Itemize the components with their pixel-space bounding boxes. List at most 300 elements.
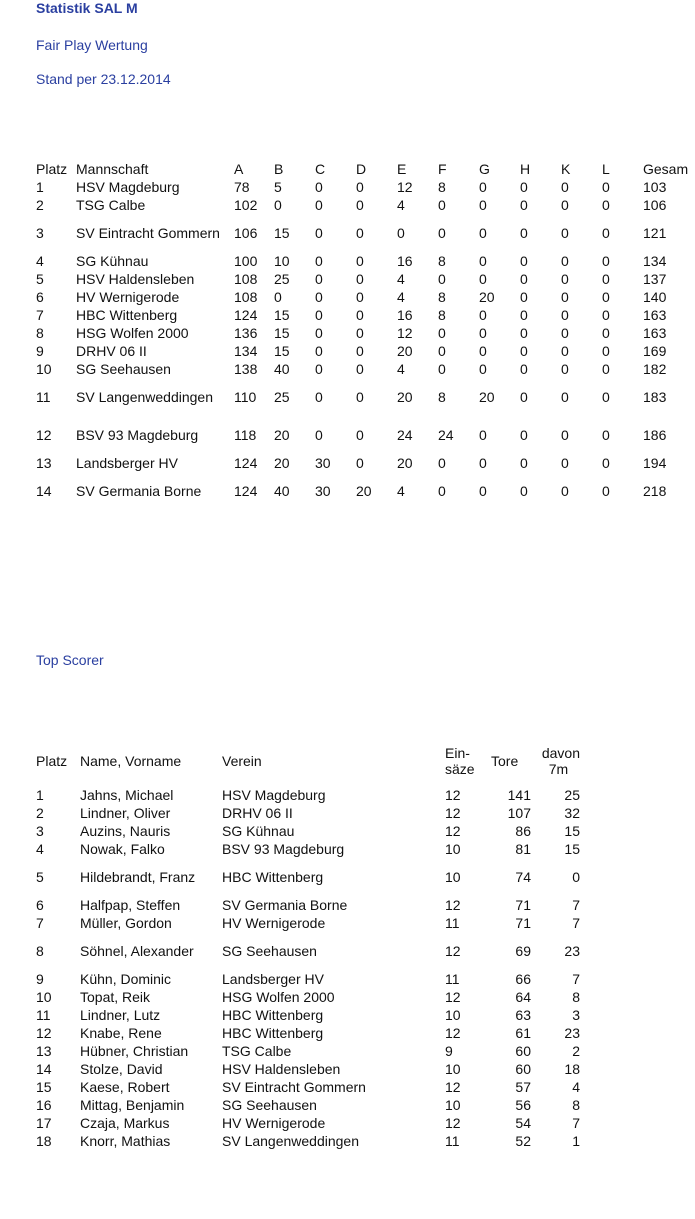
value-cell: 0 [438, 196, 446, 213]
rank-cell: 11 [36, 388, 51, 405]
games-cell: 10 [445, 1060, 461, 1077]
fair-play-body [36, 178, 695, 510]
scorer-row [36, 804, 580, 822]
goals-cell: 74 [515, 868, 531, 885]
fair-play-col-header: Mannschaft [76, 160, 149, 177]
value-cell: 0 [561, 324, 569, 341]
penalty-goals-cell: 8 [572, 988, 580, 1005]
value-cell: 0 [274, 196, 282, 213]
value-cell: 138 [234, 360, 258, 377]
team-name: HV Wernigerode [76, 288, 180, 305]
scorer-row [36, 840, 580, 858]
value-cell: 20 [274, 426, 290, 443]
value-cell: 0 [356, 196, 364, 213]
value-cell: 0 [561, 426, 569, 443]
fair-play-row [36, 252, 695, 270]
value-cell: 4 [397, 482, 405, 499]
value-cell: 8 [438, 252, 446, 269]
col-header-einsaetze [445, 736, 491, 786]
fair-play-row [36, 196, 695, 214]
value-cell: 163 [643, 306, 667, 323]
player-name: Stolze, David [80, 1060, 163, 1077]
scorer-row [36, 1042, 580, 1060]
player-name: Knorr, Mathias [80, 1132, 171, 1149]
fair-play-row [36, 454, 695, 472]
value-cell: 0 [315, 388, 323, 405]
value-cell: 0 [520, 178, 528, 195]
player-name: Czaja, Markus [80, 1114, 170, 1131]
fair-play-col-header: H [520, 160, 531, 177]
fair-play-col-header: G [479, 160, 490, 177]
value-cell: 0 [438, 224, 446, 241]
rank-cell: 1 [36, 786, 44, 803]
fair-play-col-header: A [234, 160, 244, 177]
team-name: BSV 93 Magdeburg [76, 426, 199, 443]
games-cell: 12 [445, 942, 461, 959]
value-cell: 0 [356, 178, 364, 195]
scorer-row [36, 822, 580, 840]
fair-play-row [36, 416, 695, 454]
player-name: Kühn, Dominic [80, 970, 172, 987]
goals-cell: 66 [515, 970, 531, 987]
value-cell: 124 [234, 306, 258, 323]
col-header-platz: Platz [36, 752, 68, 769]
value-cell: 30 [315, 482, 331, 499]
value-cell: 0 [479, 224, 487, 241]
value-cell: 4 [397, 360, 405, 377]
goals-cell: 81 [515, 840, 531, 857]
value-cell: 16 [397, 306, 413, 323]
player-name: Nowak, Falko [80, 840, 165, 857]
scorer-row [36, 1078, 580, 1096]
player-name: Mittag, Benjamin [80, 1096, 185, 1113]
value-cell: 0 [602, 342, 610, 359]
value-cell: 140 [643, 288, 667, 305]
value-cell: 0 [602, 288, 610, 305]
scorer-row [36, 932, 580, 970]
scorer-row [36, 1024, 580, 1042]
value-cell: 0 [520, 482, 528, 499]
value-cell: 12 [397, 178, 413, 195]
games-cell: 10 [445, 1096, 461, 1113]
goals-cell: 69 [515, 942, 531, 959]
value-cell: 0 [479, 426, 487, 443]
player-name: Lindner, Oliver [80, 804, 171, 821]
scorer-row [36, 786, 580, 804]
value-cell: 0 [520, 360, 528, 377]
value-cell: 0 [602, 360, 610, 377]
club-name: DRHV 06 II [222, 804, 293, 821]
value-cell: 8 [438, 288, 446, 305]
fair-play-row [36, 214, 695, 252]
value-cell: 0 [520, 252, 528, 269]
club-name: HSV Magdeburg [222, 786, 326, 803]
value-cell: 0 [520, 426, 528, 443]
rank-cell: 9 [36, 342, 44, 359]
value-cell: 0 [602, 426, 610, 443]
penalty-goals-cell: 7 [572, 914, 580, 931]
value-cell: 0 [479, 342, 487, 359]
player-name: Jahns, Michael [80, 786, 174, 803]
rank-cell: 7 [36, 306, 44, 323]
value-cell: 4 [397, 270, 405, 287]
value-cell: 0 [438, 360, 446, 377]
value-cell: 20 [356, 482, 372, 499]
value-cell: 15 [274, 342, 290, 359]
value-cell: 0 [356, 342, 364, 359]
value-cell: 134 [643, 252, 667, 269]
value-cell: 15 [274, 224, 290, 241]
scorer-row [36, 988, 580, 1006]
fair-play-col-header: C [315, 160, 326, 177]
value-cell: 0 [438, 482, 446, 499]
rank-cell: 13 [36, 1042, 52, 1059]
value-cell: 40 [274, 482, 290, 499]
value-cell: 8 [438, 306, 446, 323]
goals-cell: 60 [515, 1042, 531, 1059]
club-name: HV Wernigerode [222, 1114, 326, 1131]
value-cell: 0 [315, 196, 323, 213]
player-name: Lindner, Lutz [80, 1006, 161, 1023]
goals-cell: 56 [515, 1096, 531, 1113]
document-title: Statistik SAL M [36, 0, 138, 16]
value-cell: 0 [561, 270, 569, 287]
penalty-goals-cell: 0 [572, 868, 580, 885]
value-cell: 0 [561, 388, 569, 405]
fair-play-col-header: K [561, 160, 571, 177]
games-cell: 12 [445, 1114, 461, 1131]
value-cell: 0 [602, 306, 610, 323]
fair-play-row [36, 342, 695, 360]
value-cell: 106 [234, 224, 258, 241]
goals-cell: 86 [515, 822, 531, 839]
goals-cell: 141 [507, 786, 531, 803]
fair-play-col-header: E [397, 160, 407, 177]
rank-cell: 7 [36, 914, 44, 931]
scorer-body [36, 786, 580, 1150]
games-cell: 11 [445, 1132, 460, 1149]
penalty-goals-cell: 15 [564, 840, 580, 857]
value-cell: 0 [561, 178, 569, 195]
value-cell: 0 [602, 270, 610, 287]
games-cell: 12 [445, 786, 461, 803]
value-cell: 118 [234, 426, 257, 443]
value-cell: 78 [234, 178, 250, 195]
value-cell: 0 [479, 178, 487, 195]
value-cell: 0 [479, 252, 487, 269]
goals-cell: 52 [515, 1132, 531, 1149]
team-name: SV Germania Borne [76, 482, 202, 499]
value-cell: 103 [643, 178, 667, 195]
value-cell: 0 [561, 196, 569, 213]
value-cell: 0 [479, 360, 487, 377]
rank-cell: 17 [36, 1114, 52, 1131]
club-name: HV Wernigerode [222, 914, 326, 931]
team-name: Landsberger HV [76, 454, 178, 471]
value-cell: 0 [356, 360, 364, 377]
rank-cell: 1 [36, 178, 44, 195]
value-cell: 0 [602, 482, 610, 499]
value-cell: 186 [643, 426, 667, 443]
value-cell: 0 [602, 196, 610, 213]
games-cell: 10 [445, 868, 461, 885]
penalty-goals-cell: 7 [572, 1114, 580, 1131]
penalty-goals-cell: 4 [572, 1078, 580, 1095]
value-cell: 0 [356, 270, 364, 287]
fair-play-col-header: D [356, 160, 367, 177]
value-cell: 0 [356, 306, 364, 323]
value-cell: 0 [315, 426, 323, 443]
fair-play-row [36, 270, 695, 288]
team-name: HSG Wolfen 2000 [76, 324, 189, 341]
value-cell: 25 [274, 388, 290, 405]
games-cell: 12 [445, 804, 461, 821]
goals-cell: 71 [515, 896, 531, 913]
davon-line-2: 7m [548, 761, 569, 777]
scorer-row [36, 1132, 580, 1150]
value-cell: 134 [234, 342, 258, 359]
player-name: Kaese, Robert [80, 1078, 170, 1095]
value-cell: 0 [438, 454, 446, 471]
rank-cell: 4 [36, 840, 44, 857]
value-cell: 0 [479, 306, 487, 323]
team-name: HBC Wittenberg [76, 306, 178, 323]
goals-cell: 60 [515, 1060, 531, 1077]
value-cell: 0 [479, 324, 487, 341]
value-cell: 0 [315, 342, 323, 359]
team-name: SV Langenweddingen [76, 388, 214, 405]
penalty-goals-cell: 7 [572, 970, 580, 987]
club-name: BSV 93 Magdeburg [222, 840, 345, 857]
penalty-goals-cell: 7 [572, 896, 580, 913]
value-cell: 136 [234, 324, 258, 341]
player-name: Topat, Reik [80, 988, 151, 1005]
rank-cell: 2 [36, 804, 44, 821]
value-cell: 24 [397, 426, 413, 443]
value-cell: 0 [479, 196, 487, 213]
scorer-row [36, 858, 580, 896]
value-cell: 0 [479, 482, 487, 499]
club-name: HBC Wittenberg [222, 1006, 324, 1023]
value-cell: 100 [234, 252, 258, 269]
value-cell: 0 [397, 224, 405, 241]
value-cell: 108 [234, 288, 258, 305]
team-name: DRHV 06 II [76, 342, 147, 359]
rank-cell: 10 [36, 988, 52, 1005]
value-cell: 0 [520, 270, 528, 287]
club-name: HBC Wittenberg [222, 868, 324, 885]
value-cell: 30 [315, 454, 331, 471]
value-cell: 0 [602, 178, 610, 195]
value-cell: 24 [438, 426, 454, 443]
penalty-goals-cell: 23 [564, 1024, 580, 1041]
goals-cell: 57 [515, 1078, 531, 1095]
rank-cell: 12 [36, 1024, 52, 1041]
fair-play-row [36, 378, 695, 416]
fair-play-row [36, 472, 695, 510]
rank-cell: 18 [36, 1132, 52, 1149]
penalty-goals-cell: 3 [572, 1006, 580, 1023]
rank-cell: 14 [36, 1060, 52, 1077]
penalty-goals-cell: 8 [572, 1096, 580, 1113]
value-cell: 15 [274, 324, 290, 341]
rank-cell: 9 [36, 970, 44, 987]
value-cell: 4 [397, 196, 405, 213]
value-cell: 218 [643, 482, 667, 499]
games-cell: 10 [445, 840, 461, 857]
games-cell: 11 [445, 914, 460, 931]
fair-play-heading: Fair Play Wertung [36, 37, 148, 53]
value-cell: 0 [561, 482, 569, 499]
value-cell: 0 [356, 324, 364, 341]
rank-cell: 16 [36, 1096, 52, 1113]
scorer-row [36, 1096, 580, 1114]
rank-cell: 10 [36, 360, 52, 377]
value-cell: 40 [274, 360, 290, 377]
value-cell: 0 [602, 324, 610, 341]
value-cell: 15 [274, 306, 290, 323]
col-header-verein: Verein [222, 752, 262, 769]
value-cell: 0 [479, 454, 487, 471]
player-name: Knabe, Rene [80, 1024, 162, 1041]
scorer-row [36, 1006, 580, 1024]
value-cell: 0 [315, 288, 323, 305]
value-cell: 0 [356, 224, 364, 241]
col-header-name: Name, Vorname [80, 752, 182, 769]
goals-cell: 61 [515, 1024, 531, 1041]
value-cell: 0 [315, 306, 323, 323]
games-cell: 10 [445, 1006, 461, 1023]
club-name: HSV Haldensleben [222, 1060, 341, 1077]
player-name: Müller, Gordon [80, 914, 172, 931]
games-cell: 12 [445, 988, 461, 1005]
goals-cell: 64 [515, 988, 531, 1005]
value-cell: 0 [520, 324, 528, 341]
games-cell: 11 [445, 970, 460, 987]
davon-line-1: davon [541, 745, 580, 761]
rank-cell: 15 [36, 1078, 52, 1095]
value-cell: 0 [356, 454, 364, 471]
scorer-header-row [36, 736, 580, 786]
player-name: Hildebrandt, Franz [80, 868, 196, 885]
fair-play-row [36, 324, 695, 342]
value-cell: 0 [315, 224, 323, 241]
rank-cell: 12 [36, 426, 52, 443]
club-name: SV Germania Borne [222, 896, 348, 913]
einsaetze-line-1: Ein- [445, 745, 470, 761]
value-cell: 0 [315, 252, 323, 269]
team-name: TSG Calbe [76, 196, 146, 213]
value-cell: 108 [234, 270, 258, 287]
value-cell: 194 [643, 454, 667, 471]
value-cell: 20 [479, 388, 495, 405]
rank-cell: 5 [36, 868, 44, 885]
games-cell: 12 [445, 1024, 461, 1041]
value-cell: 0 [520, 388, 528, 405]
value-cell: 0 [602, 454, 610, 471]
fair-play-row [36, 360, 695, 378]
value-cell: 10 [274, 252, 290, 269]
value-cell: 163 [643, 324, 667, 341]
penalty-goals-cell: 15 [564, 822, 580, 839]
scorer-row [36, 1060, 580, 1078]
player-name: Halfpap, Steffen [80, 896, 181, 913]
club-name: Landsberger HV [222, 970, 324, 987]
value-cell: 16 [397, 252, 413, 269]
value-cell: 0 [356, 288, 364, 305]
value-cell: 0 [561, 342, 569, 359]
fair-play-row [36, 288, 695, 306]
player-name: Auzins, Nauris [80, 822, 171, 839]
rank-cell: 14 [36, 482, 52, 499]
penalty-goals-cell: 32 [564, 804, 580, 821]
games-cell: 9 [445, 1042, 453, 1059]
value-cell: 0 [561, 454, 569, 471]
club-name: HBC Wittenberg [222, 1024, 324, 1041]
value-cell: 0 [520, 454, 528, 471]
einsaetze-line-2: säze [445, 761, 475, 777]
value-cell: 0 [479, 270, 487, 287]
fair-play-col-header: B [274, 160, 284, 177]
value-cell: 182 [643, 360, 667, 377]
team-name: SG Kühnau [76, 252, 149, 269]
penalty-goals-cell: 2 [572, 1042, 580, 1059]
rank-cell: 6 [36, 896, 44, 913]
value-cell: 0 [602, 224, 610, 241]
value-cell: 0 [602, 252, 610, 269]
scorer-row [36, 970, 580, 988]
value-cell: 0 [356, 388, 364, 405]
rank-cell: 6 [36, 288, 44, 305]
value-cell: 0 [315, 270, 323, 287]
value-cell: 0 [561, 224, 569, 241]
value-cell: 8 [438, 178, 446, 195]
value-cell: 0 [438, 324, 446, 341]
value-cell: 12 [397, 324, 413, 341]
value-cell: 0 [438, 270, 446, 287]
value-cell: 20 [397, 342, 413, 359]
scorer-row [36, 914, 580, 932]
value-cell: 0 [520, 306, 528, 323]
rank-cell: 8 [36, 324, 44, 341]
club-name: SG Seehausen [222, 942, 317, 959]
rank-cell: 11 [36, 1006, 51, 1023]
rank-cell: 4 [36, 252, 44, 269]
goals-cell: 107 [507, 804, 531, 821]
date-stamp: Stand per 23.12.2014 [36, 71, 171, 87]
scorer-row [36, 1114, 580, 1132]
scorer-row [36, 896, 580, 914]
value-cell: 0 [438, 342, 446, 359]
value-cell: 124 [234, 482, 258, 499]
club-name: SG Seehausen [222, 1096, 317, 1113]
goals-cell: 71 [515, 914, 531, 931]
rank-cell: 5 [36, 270, 44, 287]
value-cell: 4 [397, 288, 405, 305]
value-cell: 25 [274, 270, 290, 287]
value-cell: 183 [643, 388, 667, 405]
penalty-goals-cell: 25 [564, 786, 580, 803]
fair-play-row [36, 178, 695, 196]
value-cell: 0 [520, 288, 528, 305]
value-cell: 0 [356, 426, 364, 443]
value-cell: 0 [602, 388, 610, 405]
value-cell: 0 [520, 342, 528, 359]
rank-cell: 3 [36, 224, 44, 241]
club-name: TSG Calbe [222, 1042, 292, 1059]
value-cell: 20 [397, 454, 413, 471]
player-name: Hübner, Christian [80, 1042, 189, 1059]
